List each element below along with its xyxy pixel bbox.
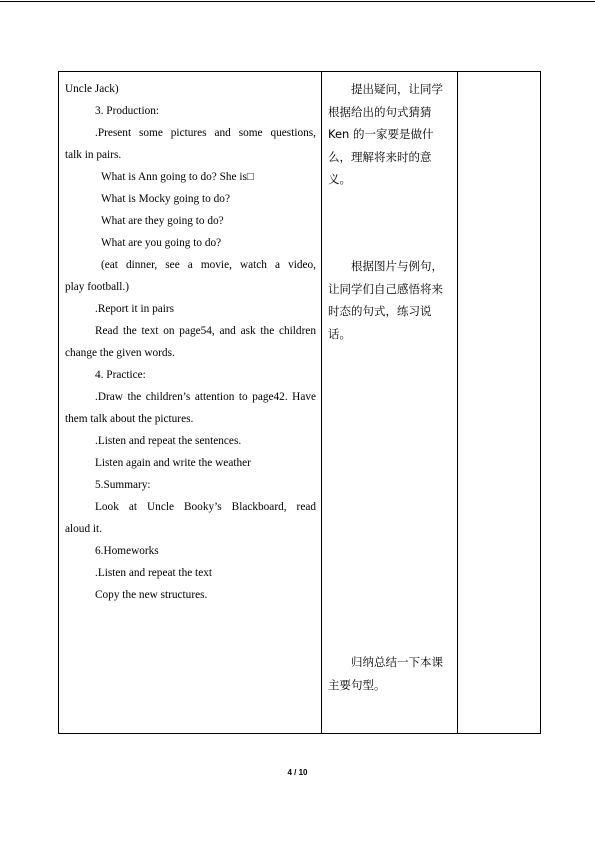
procedure-line: Uncle Jack) [65, 83, 119, 95]
procedure-line: 5.Summary: [95, 479, 151, 491]
note-line: 时态的句式，练习说 [328, 304, 432, 318]
note-line: 提出疑问，让同学 [351, 82, 443, 96]
procedure-line: Look at Uncle Booky’s Blackboard, read [95, 501, 316, 513]
procedure-line: play football.) [65, 281, 129, 293]
procedure-line: What is Ann going to do? She is□ [101, 171, 254, 183]
note-line: 话。 [328, 326, 351, 341]
procedure-line: What are you going to do? [101, 237, 222, 249]
procedure-line: What is Mocky going to do? [101, 193, 230, 205]
procedure-line: change the given words. [65, 347, 175, 359]
procedure-line: Listen again and write the weather [95, 457, 251, 469]
procedure-line: Copy the new structures. [95, 589, 208, 601]
header-rule [0, 1, 595, 2]
note-line: 根据图片与例句， [351, 259, 443, 273]
note-line: 根据给出的句式猜猜 [328, 104, 432, 119]
teaching-note [328, 78, 452, 191]
procedure-line: .Report it in pairs [95, 303, 175, 315]
reflection-cell [458, 72, 541, 734]
procedure-line: talk in pairs. [65, 149, 122, 161]
procedure-line: .Listen and repeat the sentences. [95, 435, 242, 447]
note-line: 么，理解将来时的意 [328, 149, 432, 164]
note-line: Ken 的一家要是做什 [328, 127, 434, 141]
procedure-line: 6.Homeworks [95, 545, 159, 557]
procedure-cell [59, 72, 322, 734]
note-line: 让同学们自己感悟将来 [328, 281, 443, 296]
note-line: 主要句型。 [328, 677, 386, 692]
notes-column [322, 72, 457, 733]
procedure-text [59, 72, 321, 606]
procedure-line: 4. Practice: [95, 369, 146, 381]
notes-cell [322, 72, 458, 734]
note-line: 义。 [328, 172, 351, 186]
procedure-line: .Draw the children’s attention to page42. Have [95, 391, 316, 403]
note-line: 归纳总结一下本课 [351, 655, 443, 669]
procedure-line: .Present some pictures and some questions, [95, 127, 316, 139]
procedure-line: aloud it. [65, 523, 103, 535]
page-number: 4 / 10 [287, 768, 308, 777]
procedure-line: (eat dinner, see a movie, watch a video, [101, 259, 316, 271]
teaching-note [328, 255, 452, 345]
lesson-plan-table [58, 71, 541, 734]
procedure-line: .Listen and repeat the text [95, 567, 213, 579]
teaching-note [328, 651, 452, 696]
procedure-line: What are they going to do? [101, 215, 224, 227]
procedure-line: Read the text on page54, and ask the children [95, 325, 316, 337]
procedure-line: 3. Production: [95, 105, 160, 117]
procedure-line: them talk about the pictures. [65, 413, 194, 425]
